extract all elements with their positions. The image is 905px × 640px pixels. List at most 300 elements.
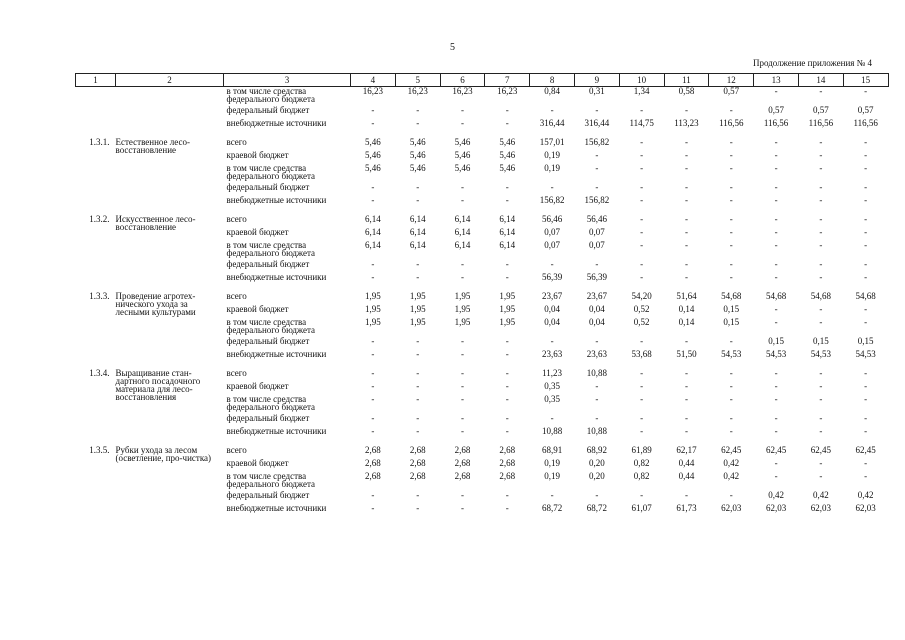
value-cell: 16,23 (407, 86, 428, 96)
value-cell: - (416, 413, 420, 423)
value-cell: 0,57 (768, 105, 784, 115)
value-cell: 5,46 (409, 137, 426, 147)
value-cell: 0,58 (678, 86, 695, 96)
value-cell: - (684, 381, 688, 391)
value-cell: - (416, 195, 420, 205)
value-cell: 113,23 (674, 118, 699, 128)
value-cell: 54,53 (810, 349, 831, 359)
funding-source: внебюджетные источники (226, 195, 327, 205)
value-cell: 0,82 (633, 458, 650, 468)
funding-source: внебюджетные источники (226, 349, 327, 359)
value-cell: - (595, 381, 599, 391)
item-code (76, 414, 116, 427)
value-cell: - (864, 413, 868, 423)
value-cell: 2,68 (454, 445, 471, 455)
value-cell: - (595, 182, 599, 192)
value-cell: - (729, 240, 733, 250)
budget-table (75, 73, 889, 523)
value-cell: - (819, 368, 823, 378)
value-cell: 1,95 (454, 304, 471, 314)
value-cell: - (505, 336, 509, 346)
value-cell: - (864, 317, 868, 327)
value-cell: - (729, 336, 733, 346)
value-cell: 62,45 (855, 445, 876, 455)
column-header: 9 (574, 74, 619, 87)
table-row (76, 119, 889, 138)
value-cell: - (416, 426, 420, 436)
table-row (76, 472, 889, 491)
funding-source: федеральный бюджет (226, 413, 310, 423)
value-cell: 5,46 (365, 150, 381, 160)
value-cell: - (371, 413, 375, 423)
value-cell: 23,67 (586, 291, 607, 301)
value-cell: 68,92 (586, 445, 607, 455)
value-cell: 0,42 (768, 490, 784, 500)
value-cell: 6,14 (365, 240, 381, 250)
item-code (76, 241, 116, 260)
value-cell: - (460, 272, 464, 282)
funding-source: в том числе средства федерального бюджета (226, 394, 316, 412)
value-cell: 16,23 (497, 86, 518, 96)
value-cell: 1,95 (499, 304, 516, 314)
value-cell: 23,67 (541, 291, 563, 301)
value-cell: 6,14 (365, 214, 381, 224)
funding-source: федеральный бюджет (226, 336, 310, 346)
value-cell: 0,07 (544, 240, 560, 250)
table-row (76, 260, 889, 273)
value-cell: 0,42 (812, 490, 829, 500)
value-cell: - (640, 381, 644, 391)
value-cell: - (819, 471, 823, 481)
value-cell: - (729, 195, 733, 205)
funding-source: федеральный бюджет (226, 490, 310, 500)
value-cell: - (819, 86, 823, 96)
table-row (76, 228, 889, 241)
value-cell: 2,68 (365, 458, 381, 468)
value-cell: 2,68 (499, 471, 516, 481)
item-name (116, 504, 224, 523)
continuation-label: Продолжение приложения № 4 (752, 58, 872, 68)
column-header: 12 (709, 74, 754, 87)
value-cell: 5,46 (499, 163, 516, 173)
value-cell: - (460, 182, 464, 192)
value-cell: - (774, 163, 778, 173)
value-cell: 62,45 (765, 445, 787, 455)
value-cell: - (774, 394, 778, 404)
value-cell: 6,14 (409, 240, 426, 250)
item-name (116, 382, 224, 395)
value-cell: 62,03 (810, 503, 831, 513)
value-cell: - (595, 150, 599, 160)
value-cell: 6,14 (365, 227, 381, 237)
value-cell: - (684, 195, 688, 205)
value-cell: - (505, 381, 509, 391)
value-cell: - (684, 259, 688, 269)
value-cell: - (774, 368, 778, 378)
value-cell: 316,44 (584, 118, 610, 128)
item-code (76, 87, 116, 107)
value-cell: - (640, 490, 644, 500)
funding-source: в том числе средства федерального бюджета (226, 163, 316, 181)
value-cell: - (819, 240, 823, 250)
column-header: 8 (530, 74, 575, 87)
item-code (76, 504, 116, 523)
value-cell: 156,82 (539, 195, 565, 205)
value-cell: 62,17 (676, 445, 697, 455)
value-cell: - (640, 413, 644, 423)
value-cell: 56,39 (586, 272, 607, 282)
value-cell: - (371, 182, 375, 192)
value-cell: - (684, 150, 688, 160)
item-name (116, 151, 224, 164)
value-cell: - (460, 490, 464, 500)
value-cell: 116,56 (763, 118, 789, 128)
funding-source: краевой бюджет (226, 150, 289, 160)
item-name (116, 196, 224, 215)
value-cell: - (505, 349, 509, 359)
value-cell: - (819, 163, 823, 173)
value-cell: 54,20 (631, 291, 652, 301)
table-row (76, 151, 889, 164)
value-cell: - (595, 336, 599, 346)
funding-source: внебюджетные источники (226, 426, 327, 436)
value-cell: 0,04 (589, 317, 605, 327)
value-cell: - (819, 381, 823, 391)
value-cell: - (729, 413, 733, 423)
value-cell: 0,14 (678, 317, 695, 327)
value-cell: 0,84 (544, 86, 560, 96)
item-name (116, 318, 224, 337)
item-name (116, 459, 224, 472)
item-code (76, 196, 116, 215)
value-cell: 6,14 (454, 240, 471, 250)
value-cell: 61,07 (631, 503, 652, 513)
value-cell: - (864, 272, 868, 282)
value-cell: - (595, 105, 599, 115)
value-cell: 5,46 (409, 163, 426, 173)
value-cell: - (729, 214, 733, 224)
value-cell: 6,14 (499, 240, 516, 250)
value-cell: 2,68 (409, 445, 426, 455)
value-cell: 0,04 (544, 304, 560, 314)
value-cell: 1,95 (499, 291, 516, 301)
value-cell: - (640, 137, 644, 147)
value-cell: - (774, 272, 778, 282)
value-cell: 1,95 (499, 317, 516, 327)
value-cell: 54,53 (765, 349, 787, 359)
value-cell: - (505, 195, 509, 205)
value-cell: - (819, 458, 823, 468)
table-row (76, 87, 889, 107)
value-cell: 54,68 (855, 291, 876, 301)
value-cell: - (460, 426, 464, 436)
item-name (115, 368, 224, 402)
value-cell: 5,46 (499, 137, 516, 147)
value-cell: 0,20 (589, 471, 605, 481)
value-cell: 51,64 (676, 291, 697, 301)
item-name (115, 137, 224, 155)
value-cell: 156,82 (584, 195, 610, 205)
item-name-text: Рубки ухода за лесом (осветление, про-чистка) (115, 445, 212, 463)
value-cell: 0,07 (589, 227, 605, 237)
value-cell: - (505, 413, 509, 423)
table-row (76, 446, 889, 459)
column-header: 13 (754, 74, 799, 87)
value-cell: 2,68 (454, 458, 471, 468)
value-cell: - (460, 368, 464, 378)
value-cell: - (460, 381, 464, 391)
value-cell: 51,50 (676, 349, 697, 359)
value-cell: - (505, 503, 509, 513)
value-cell: 6,14 (409, 214, 426, 224)
value-cell: - (819, 317, 823, 327)
item-code (76, 382, 116, 395)
item-name (116, 472, 224, 491)
value-cell: - (774, 426, 778, 436)
value-cell: 1,95 (365, 304, 381, 314)
value-cell: 2,68 (365, 471, 381, 481)
value-cell: - (684, 272, 688, 282)
value-cell: - (774, 86, 778, 96)
value-cell: - (819, 413, 823, 423)
value-cell: - (819, 137, 823, 147)
value-cell: - (774, 304, 778, 314)
value-cell: - (416, 394, 420, 404)
value-cell: 0,44 (678, 458, 695, 468)
item-name-text: Проведение агротех-нического ухода за лесными культурами (115, 291, 196, 317)
item-code (76, 491, 116, 504)
value-cell: - (550, 105, 554, 115)
value-cell: 54,68 (810, 291, 831, 301)
value-cell: - (729, 381, 733, 391)
column-header: 3 (224, 74, 351, 87)
value-cell: - (640, 426, 644, 436)
value-cell: 0,15 (768, 336, 784, 346)
value-cell: 16,23 (362, 86, 384, 96)
value-cell: 0,57 (857, 105, 874, 115)
item-code (76, 318, 116, 337)
value-cell: - (460, 118, 464, 128)
value-cell: 0,19 (544, 150, 560, 160)
value-cell: - (729, 272, 733, 282)
value-cell: - (729, 137, 733, 147)
value-cell: - (684, 394, 688, 404)
value-cell: - (819, 304, 823, 314)
table-row (76, 395, 889, 414)
value-cell: - (729, 182, 733, 192)
item-code (76, 350, 116, 369)
item-name-text: Естественное лесо-восстановление (115, 137, 190, 155)
value-cell: - (371, 118, 375, 128)
value-cell: 0,15 (723, 317, 740, 327)
value-cell: - (460, 349, 464, 359)
value-cell: 0,15 (857, 336, 874, 346)
value-cell: 116,56 (853, 118, 878, 128)
value-cell: 0,19 (544, 163, 560, 173)
item-code: 1.3.2. (89, 214, 110, 224)
value-cell: - (371, 426, 375, 436)
item-name (116, 228, 224, 241)
item-code (76, 472, 116, 491)
item-name (116, 337, 224, 350)
table-row (76, 138, 889, 151)
value-cell: - (550, 490, 554, 500)
value-cell: - (371, 349, 375, 359)
item-name (116, 183, 224, 196)
value-cell: 0,57 (812, 105, 829, 115)
value-cell: - (819, 195, 823, 205)
item-name (116, 260, 224, 273)
item-code (76, 119, 116, 138)
value-cell: 62,45 (810, 445, 831, 455)
value-cell: 2,68 (499, 458, 516, 468)
funding-source: внебюджетные источники (226, 503, 327, 513)
value-cell: 156,82 (584, 137, 610, 147)
funding-source: всего (226, 137, 247, 147)
value-cell: - (684, 227, 688, 237)
value-cell: - (684, 490, 688, 500)
value-cell: 16,23 (452, 86, 473, 96)
value-cell: - (460, 503, 464, 513)
item-name-text: Выращивание стан-дартного посадочного материала для лесо-восстановления (115, 368, 201, 402)
value-cell: - (416, 368, 420, 378)
item-code (76, 337, 116, 350)
value-cell: - (640, 272, 644, 282)
value-cell: - (864, 86, 868, 96)
item-name (116, 241, 224, 260)
value-cell: 68,91 (541, 445, 563, 455)
value-cell: 0,19 (544, 471, 560, 481)
value-cell: 0,15 (812, 336, 829, 346)
value-cell: 0,04 (544, 317, 560, 327)
column-header: 2 (116, 74, 224, 87)
value-cell: - (416, 105, 420, 115)
value-cell: 116,56 (719, 118, 744, 128)
header-row (76, 74, 889, 87)
value-cell: - (684, 368, 688, 378)
item-code (76, 273, 116, 292)
item-code: 1.3.4. (89, 368, 110, 378)
value-cell: - (640, 394, 644, 404)
table-row (76, 164, 889, 183)
column-header: 14 (798, 74, 843, 87)
value-cell: 5,46 (499, 150, 516, 160)
item-name (115, 291, 224, 317)
value-cell: - (729, 227, 733, 237)
table-row (76, 427, 889, 446)
column-header: 15 (843, 74, 888, 87)
value-cell: - (774, 150, 778, 160)
value-cell: - (684, 163, 688, 173)
item-name (116, 119, 224, 138)
funding-source: федеральный бюджет (226, 259, 310, 269)
value-cell: - (505, 118, 509, 128)
value-cell: 0,04 (589, 304, 605, 314)
value-cell: - (550, 182, 554, 192)
value-cell: - (774, 182, 778, 192)
value-cell: 23,63 (541, 349, 563, 359)
value-cell: 2,68 (409, 458, 426, 468)
column-header: 6 (440, 74, 485, 87)
column-header: 7 (485, 74, 530, 87)
table-row (76, 459, 889, 472)
table-row (76, 273, 889, 292)
item-name (116, 305, 224, 318)
value-cell: - (729, 105, 733, 115)
value-cell: 68,72 (586, 503, 607, 513)
value-cell: - (819, 150, 823, 160)
value-cell: - (505, 394, 509, 404)
value-cell: - (416, 503, 420, 513)
value-cell: - (684, 105, 688, 115)
value-cell: 5,46 (454, 163, 471, 173)
value-cell: - (864, 182, 868, 192)
table-row (76, 215, 889, 228)
value-cell: 0,35 (544, 394, 560, 404)
value-cell: 54,68 (765, 291, 787, 301)
funding-source: всего (226, 368, 247, 378)
value-cell: - (595, 394, 599, 404)
value-cell: - (460, 413, 464, 423)
value-cell: 2,68 (499, 445, 516, 455)
value-cell: - (371, 381, 375, 391)
value-cell: 1,95 (365, 317, 381, 327)
funding-source: федеральный бюджет (226, 105, 310, 115)
value-cell: 62,45 (721, 445, 742, 455)
funding-source: краевой бюджет (226, 381, 289, 391)
value-cell: - (371, 272, 375, 282)
column-header: 4 (351, 74, 396, 87)
value-cell: 0,57 (723, 86, 740, 96)
column-header: 10 (619, 74, 664, 87)
value-cell: - (416, 118, 420, 128)
table-row (76, 196, 889, 215)
value-cell: 1,95 (454, 317, 471, 327)
table-body (76, 87, 889, 524)
value-cell: - (819, 394, 823, 404)
value-cell: - (640, 368, 644, 378)
value-cell: 56,39 (541, 272, 563, 282)
funding-source: краевой бюджет (226, 304, 289, 314)
table-row (76, 350, 889, 369)
funding-source: внебюджетные источники (226, 272, 327, 282)
value-cell: 10,88 (586, 368, 607, 378)
value-cell: 0,14 (678, 304, 695, 314)
funding-source: всего (226, 214, 247, 224)
value-cell: - (819, 227, 823, 237)
item-name (116, 87, 224, 107)
value-cell: - (774, 214, 778, 224)
item-name (116, 350, 224, 369)
value-cell: - (371, 336, 375, 346)
value-cell: 5,46 (454, 150, 471, 160)
value-cell: - (460, 195, 464, 205)
value-cell: 1,95 (409, 317, 426, 327)
value-cell: - (819, 272, 823, 282)
value-cell: 0,44 (678, 471, 695, 481)
funding-source: в том числе средства федерального бюджета (226, 471, 316, 489)
value-cell: 0,42 (723, 458, 740, 468)
item-code (76, 427, 116, 446)
table-row (76, 318, 889, 337)
value-cell: - (819, 182, 823, 192)
value-cell: 10,88 (541, 426, 563, 436)
value-cell: - (550, 336, 554, 346)
value-cell: 0,07 (544, 227, 560, 237)
value-cell: - (729, 163, 733, 173)
value-cell: 5,46 (365, 163, 381, 173)
value-cell: - (416, 259, 420, 269)
